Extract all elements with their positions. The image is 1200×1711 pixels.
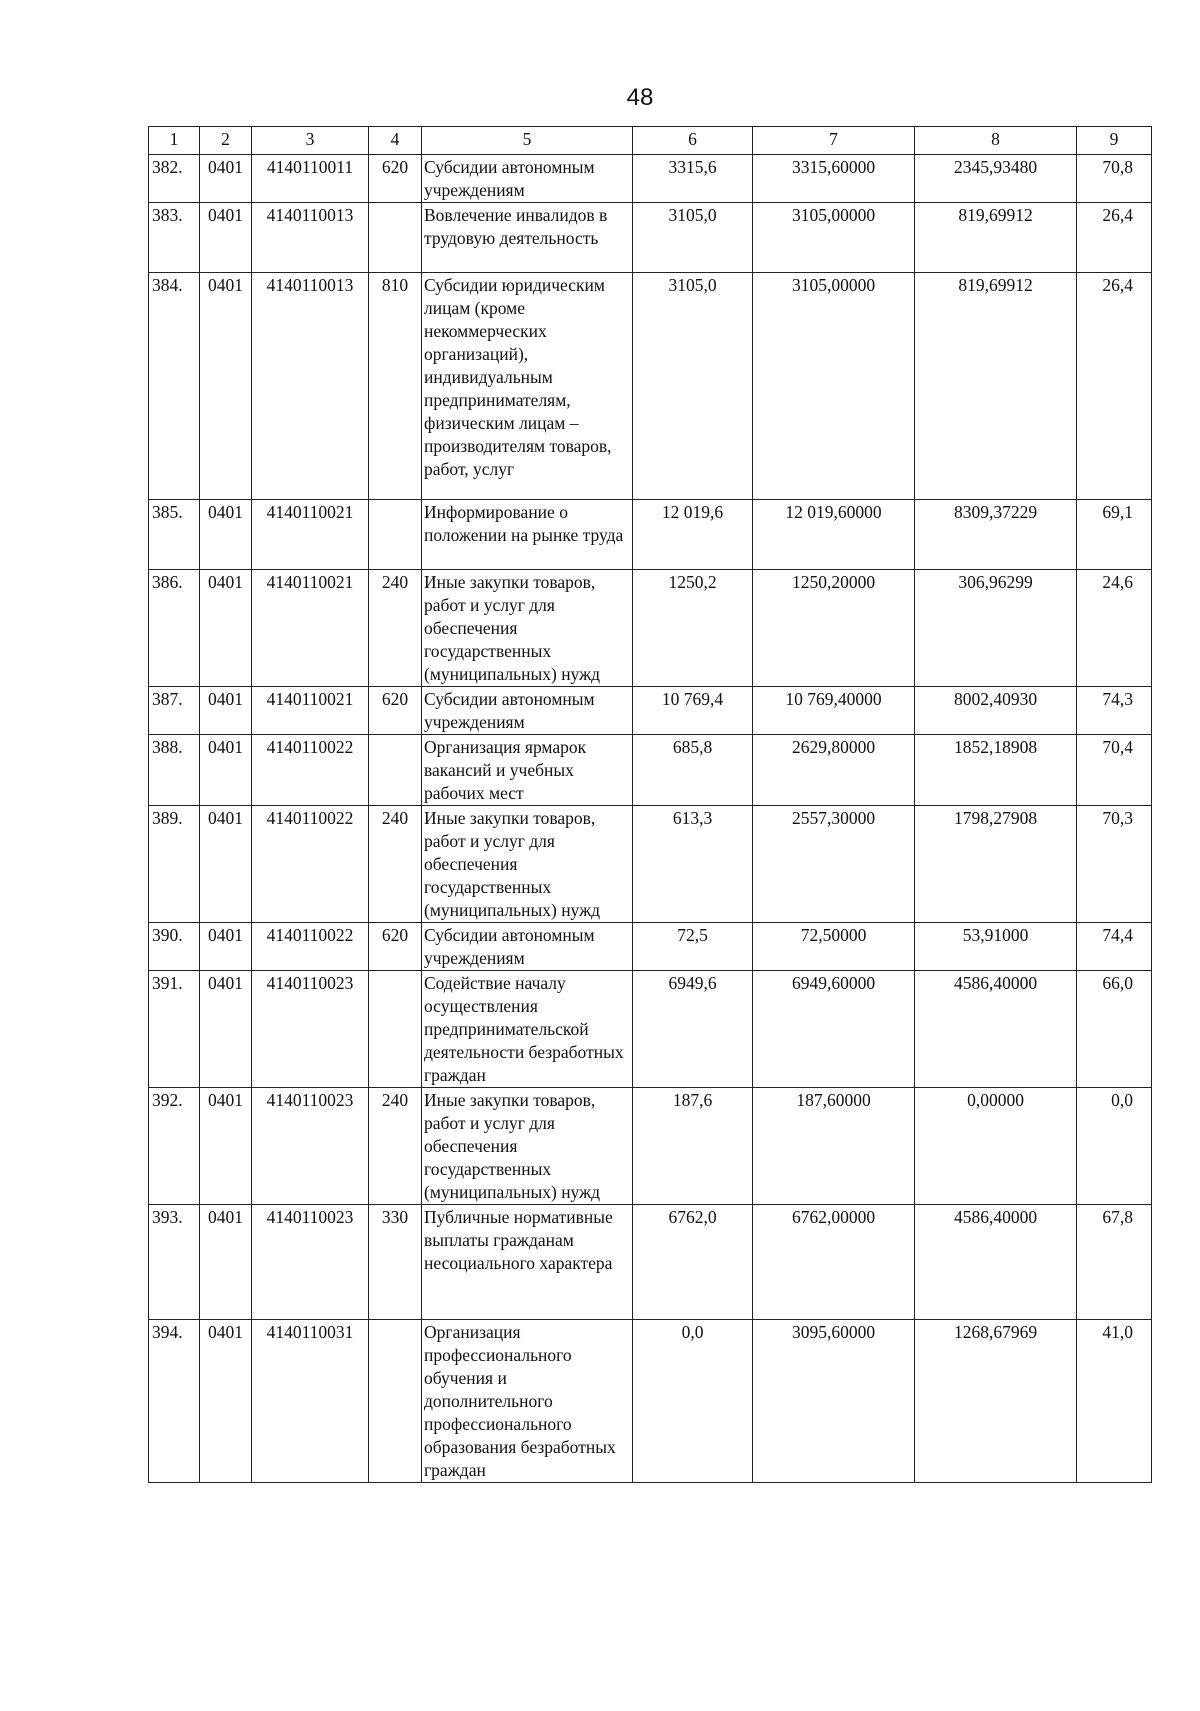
expense-type-code-cell: 240	[369, 806, 422, 923]
row-number-cell: 383.	[149, 203, 200, 273]
expense-type-code-cell	[369, 500, 422, 570]
refined-amount-cell: 3095,60000	[753, 1320, 915, 1483]
row-number-cell: 393.	[149, 1205, 200, 1320]
section-code-cell: 0401	[200, 570, 252, 687]
table-row	[149, 971, 1152, 1088]
page-number: 48	[626, 84, 654, 111]
executed-amount-cell: 8309,37229	[915, 500, 1077, 570]
approved-amount-cell: 1250,2	[633, 570, 753, 687]
target-article-code-cell: 4140110023	[252, 1088, 369, 1205]
table-row	[149, 923, 1152, 971]
target-article-code-cell: 4140110013	[252, 203, 369, 273]
expense-type-code-cell	[369, 735, 422, 806]
refined-amount-cell: 2557,30000	[753, 806, 915, 923]
header-row	[149, 127, 1152, 155]
item-name-cell: Иные закупки товаров, работ и услуг для обеспечения государственных (муниципальных) нужд	[422, 806, 633, 923]
section-code-cell: 0401	[200, 735, 252, 806]
executed-amount-cell: 819,69912	[915, 273, 1077, 500]
executed-amount-cell: 1852,18908	[915, 735, 1077, 806]
target-article-code-cell: 4140110022	[252, 923, 369, 971]
approved-amount-cell: 0,0	[633, 1320, 753, 1483]
execution-percent-cell: 67,8	[1077, 1205, 1152, 1320]
execution-percent-cell: 26,4	[1077, 273, 1152, 500]
column-header-6: 6	[633, 127, 753, 155]
target-article-code-cell: 4140110021	[252, 500, 369, 570]
refined-amount-cell: 3315,60000	[753, 155, 915, 203]
execution-percent-cell: 0,0	[1077, 1088, 1152, 1205]
refined-amount-cell: 187,60000	[753, 1088, 915, 1205]
column-header-3: 3	[252, 127, 369, 155]
target-article-code-cell: 4140110021	[252, 687, 369, 735]
execution-percent-cell: 74,4	[1077, 923, 1152, 971]
executed-amount-cell: 1268,67969	[915, 1320, 1077, 1483]
section-code-cell: 0401	[200, 273, 252, 500]
executed-amount-cell: 819,69912	[915, 203, 1077, 273]
item-name-cell: Вовлечение инвалидов в трудовую деятельность	[422, 203, 633, 273]
table-row	[149, 203, 1152, 273]
item-name-cell: Субсидии автономным учреждениям	[422, 687, 633, 735]
executed-amount-cell: 8002,40930	[915, 687, 1077, 735]
row-number-cell: 385.	[149, 500, 200, 570]
section-code-cell: 0401	[200, 1088, 252, 1205]
refined-amount-cell: 3105,00000	[753, 273, 915, 500]
table-body	[149, 155, 1152, 1483]
column-header-1: 1	[149, 127, 200, 155]
section-code-cell: 0401	[200, 1320, 252, 1483]
column-header-9: 9	[1077, 127, 1152, 155]
approved-amount-cell: 613,3	[633, 806, 753, 923]
item-name-cell: Иные закупки товаров, работ и услуг для обеспечения государственных (муниципальных) нужд	[422, 570, 633, 687]
target-article-code-cell: 4140110031	[252, 1320, 369, 1483]
refined-amount-cell: 72,50000	[753, 923, 915, 971]
execution-percent-cell: 70,3	[1077, 806, 1152, 923]
row-number-cell: 391.	[149, 971, 200, 1088]
row-number-cell: 389.	[149, 806, 200, 923]
approved-amount-cell: 10 769,4	[633, 687, 753, 735]
expense-type-code-cell: 620	[369, 155, 422, 203]
expense-type-code-cell: 240	[369, 570, 422, 687]
section-code-cell: 0401	[200, 806, 252, 923]
table-row	[149, 273, 1152, 500]
expense-type-code-cell: 810	[369, 273, 422, 500]
approved-amount-cell: 6762,0	[633, 1205, 753, 1320]
expense-type-code-cell: 620	[369, 687, 422, 735]
approved-amount-cell: 72,5	[633, 923, 753, 971]
section-code-cell: 0401	[200, 971, 252, 1088]
section-code-cell: 0401	[200, 500, 252, 570]
approved-amount-cell: 3315,6	[633, 155, 753, 203]
expense-type-code-cell	[369, 1320, 422, 1483]
approved-amount-cell: 12 019,6	[633, 500, 753, 570]
item-name-cell: Организация профессионального обучения и дополнительного профессионального образования безработных граждан	[422, 1320, 633, 1483]
target-article-code-cell: 4140110022	[252, 806, 369, 923]
expense-type-code-cell: 240	[369, 1088, 422, 1205]
column-header-2: 2	[200, 127, 252, 155]
item-name-cell: Субсидии автономным учреждениям	[422, 155, 633, 203]
budget-table	[148, 126, 1152, 1483]
item-name-cell: Организация ярмарок вакансий и учебных рабочих мест	[422, 735, 633, 806]
expense-type-code-cell: 620	[369, 923, 422, 971]
refined-amount-cell: 6762,00000	[753, 1205, 915, 1320]
item-name-cell: Субсидии автономным учреждениям	[422, 923, 633, 971]
section-code-cell: 0401	[200, 687, 252, 735]
table-row	[149, 570, 1152, 687]
target-article-code-cell: 4140110023	[252, 1205, 369, 1320]
approved-amount-cell: 6949,6	[633, 971, 753, 1088]
section-code-cell: 0401	[200, 923, 252, 971]
section-code-cell: 0401	[200, 155, 252, 203]
approved-amount-cell: 685,8	[633, 735, 753, 806]
table-row	[149, 500, 1152, 570]
executed-amount-cell: 0,00000	[915, 1088, 1077, 1205]
table-row	[149, 735, 1152, 806]
row-number-cell: 388.	[149, 735, 200, 806]
table-row	[149, 1205, 1152, 1320]
row-number-cell: 392.	[149, 1088, 200, 1205]
execution-percent-cell: 26,4	[1077, 203, 1152, 273]
executed-amount-cell: 4586,40000	[915, 1205, 1077, 1320]
refined-amount-cell: 3105,00000	[753, 203, 915, 273]
execution-percent-cell: 70,8	[1077, 155, 1152, 203]
execution-percent-cell: 70,4	[1077, 735, 1152, 806]
executed-amount-cell: 1798,27908	[915, 806, 1077, 923]
refined-amount-cell: 10 769,40000	[753, 687, 915, 735]
row-number-cell: 390.	[149, 923, 200, 971]
refined-amount-cell: 12 019,60000	[753, 500, 915, 570]
item-name-cell: Иные закупки товаров, работ и услуг для обеспечения государственных (муниципальных) нужд	[422, 1088, 633, 1205]
target-article-code-cell: 4140110023	[252, 971, 369, 1088]
expense-type-code-cell: 330	[369, 1205, 422, 1320]
table-row	[149, 1320, 1152, 1483]
item-name-cell: Информирование о положении на рынке труда	[422, 500, 633, 570]
refined-amount-cell: 2629,80000	[753, 735, 915, 806]
approved-amount-cell: 187,6	[633, 1088, 753, 1205]
table-row	[149, 1088, 1152, 1205]
execution-percent-cell: 69,1	[1077, 500, 1152, 570]
executed-amount-cell: 2345,93480	[915, 155, 1077, 203]
expense-type-code-cell	[369, 971, 422, 1088]
approved-amount-cell: 3105,0	[633, 273, 753, 500]
column-header-7: 7	[753, 127, 915, 155]
section-code-cell: 0401	[200, 203, 252, 273]
executed-amount-cell: 53,91000	[915, 923, 1077, 971]
section-code-cell: 0401	[200, 1205, 252, 1320]
execution-percent-cell: 74,3	[1077, 687, 1152, 735]
table-row	[149, 806, 1152, 923]
refined-amount-cell: 6949,60000	[753, 971, 915, 1088]
row-number-cell: 384.	[149, 273, 200, 500]
column-header-4: 4	[369, 127, 422, 155]
executed-amount-cell: 4586,40000	[915, 971, 1077, 1088]
execution-percent-cell: 66,0	[1077, 971, 1152, 1088]
row-number-cell: 382.	[149, 155, 200, 203]
target-article-code-cell: 4140110011	[252, 155, 369, 203]
executed-amount-cell: 306,96299	[915, 570, 1077, 687]
expense-type-code-cell	[369, 203, 422, 273]
row-number-cell: 394.	[149, 1320, 200, 1483]
target-article-code-cell: 4140110013	[252, 273, 369, 500]
column-header-5: 5	[422, 127, 633, 155]
table-row	[149, 687, 1152, 735]
approved-amount-cell: 3105,0	[633, 203, 753, 273]
execution-percent-cell: 41,0	[1077, 1320, 1152, 1483]
target-article-code-cell: 4140110022	[252, 735, 369, 806]
item-name-cell: Субсидии юридическим лицам (кроме некоммерческих организаций), индивидуальным предпринимателям, физическим лицам – производителям товаров, работ, услуг	[422, 273, 633, 500]
item-name-cell: Публичные нормативные выплаты гражданам несоциального характера	[422, 1205, 633, 1320]
table-row	[149, 155, 1152, 203]
column-header-8: 8	[915, 127, 1077, 155]
item-name-cell: Содействие началу осуществления предпринимательской деятельности безработных граждан	[422, 971, 633, 1088]
row-number-cell: 386.	[149, 570, 200, 687]
refined-amount-cell: 1250,20000	[753, 570, 915, 687]
row-number-cell: 387.	[149, 687, 200, 735]
target-article-code-cell: 4140110021	[252, 570, 369, 687]
execution-percent-cell: 24,6	[1077, 570, 1152, 687]
